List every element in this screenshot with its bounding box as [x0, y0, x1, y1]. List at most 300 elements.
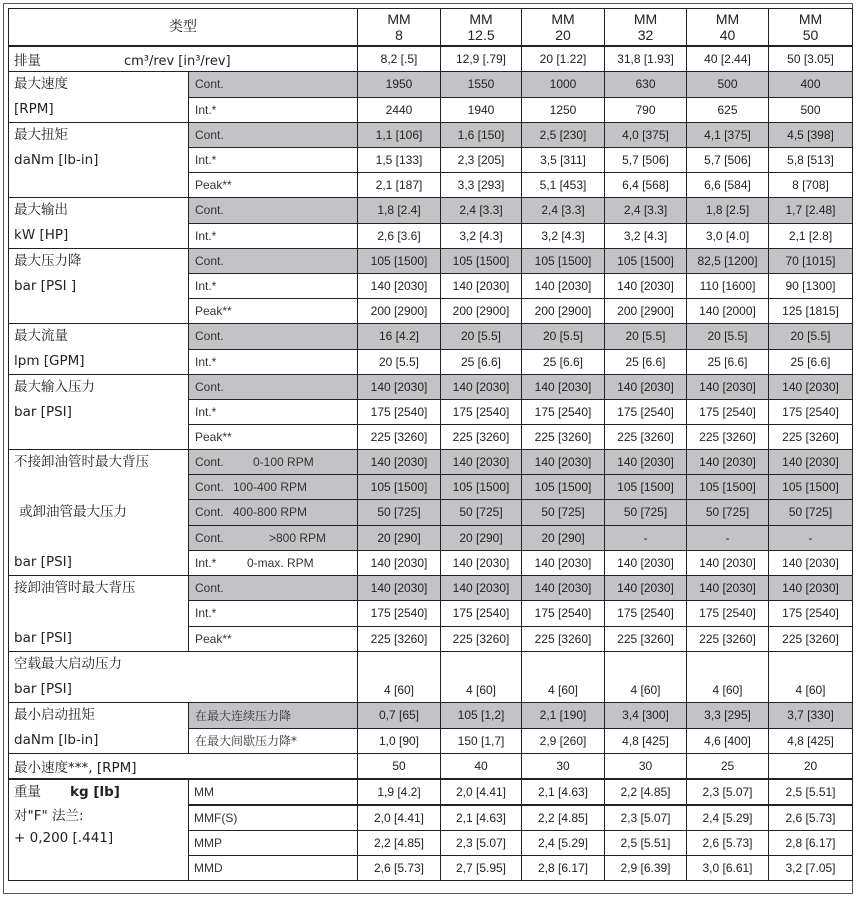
back-pressure-no-drain-row	[9, 450, 853, 475]
model-series: MM	[715, 11, 740, 27]
value-cell: 2,3 [5.07]	[605, 805, 687, 831]
displacement-name: 排量	[14, 53, 41, 69]
value-cell: 1,6 [150]	[441, 123, 522, 148]
value-cell: 500	[769, 97, 853, 123]
max-speed-row	[9, 72, 853, 98]
drain-max-pressure-label: 或卸油管最大压力	[19, 504, 127, 520]
value-cell: 2,5 [5.51]	[605, 831, 687, 856]
value-cell: 225 [3260]	[605, 626, 687, 651]
value-cell: 40	[441, 754, 522, 780]
value-cell: 2,6 [3.6]	[358, 223, 441, 249]
weight-param	[9, 779, 189, 881]
value-cell: 175 [2540]	[522, 601, 605, 626]
spec-table	[8, 8, 853, 881]
value-cell: 3,2 [7.05]	[769, 856, 853, 881]
value-cell: 4,5 [398]	[769, 123, 853, 148]
value-cell: 175 [2540]	[769, 601, 853, 626]
condition-label: Cont.	[189, 72, 358, 98]
value-cell: 1000	[522, 72, 605, 98]
value-cell: 16 [4.2]	[358, 324, 441, 350]
value-cell: 2,1 [2.8]	[769, 223, 853, 249]
value-cell: 2,0 [4.41]	[441, 779, 522, 805]
value-cell: 105 [1500]	[522, 475, 605, 500]
value-cell: 225 [3260]	[769, 626, 853, 651]
value-cell: 25 [6.6]	[605, 349, 687, 375]
value-cell: 200 [2900]	[522, 299, 605, 324]
value-cell: 140 [2030]	[605, 274, 687, 299]
value-cell: 500	[687, 72, 769, 98]
condition-label: Peak**	[189, 173, 358, 198]
back-pressure-no-drain-unit: bar [PSI]	[14, 554, 72, 570]
max-flow-unit: lpm [GPM]	[14, 353, 85, 369]
value-cell: 2,7 [5.95]	[441, 856, 522, 881]
value-cell: 4 [60]	[441, 652, 522, 703]
back-pressure-with-drain-label: 接卸油管时最大背压	[14, 580, 136, 596]
value-cell: 140 [2030]	[605, 450, 687, 475]
value-cell: 1550	[441, 72, 522, 98]
value-cell: 2,0 [4.41]	[358, 805, 441, 831]
value-cell: 1940	[441, 97, 522, 123]
value-cell: 105 [1500]	[358, 475, 441, 500]
condition-range: >800 RPM	[269, 530, 327, 545]
value-cell: 200 [2900]	[605, 299, 687, 324]
value-cell: 20 [5.5]	[441, 324, 522, 350]
value-cell: 20 [5.5]	[605, 324, 687, 350]
max-inlet-pressure-label: 最大输入压力	[14, 379, 95, 395]
value-cell: 2,8 [6.17]	[522, 856, 605, 881]
value-cell: 175 [2540]	[687, 601, 769, 626]
condition-label: Int.*	[189, 97, 358, 123]
max-pressure-drop-row	[9, 249, 853, 274]
value-cell: 20 [5.5]	[358, 349, 441, 375]
model-size: 12.5	[467, 27, 495, 43]
value-cell: 200 [2900]	[358, 299, 441, 324]
value-cell: 140 [2030]	[522, 450, 605, 475]
value-cell: 175 [2540]	[441, 400, 522, 425]
model-size: 8	[395, 27, 403, 43]
value-cell: 225 [3260]	[687, 626, 769, 651]
max-inlet-pressure-param	[9, 375, 189, 450]
value-cell: 2,6 [5.73]	[769, 805, 853, 831]
model-series: MM	[551, 11, 575, 27]
value-cell: 105 [1500]	[605, 475, 687, 500]
value-cell: 2440	[358, 97, 441, 123]
value-cell: 1,8 [2.5]	[687, 198, 769, 224]
value-cell: 4 [60]	[769, 652, 853, 703]
value-cell: 225 [3260]	[522, 425, 605, 450]
condition-label: 在最大连续压力降	[189, 703, 358, 729]
value-cell: 2,9 [260]	[522, 728, 605, 754]
value-cell: 2,4 [3.3]	[605, 198, 687, 224]
value-cell: 125 [1815]	[769, 299, 853, 324]
value-cell: 140 [2030]	[769, 576, 853, 601]
value-cell: 105 [1500]	[687, 475, 769, 500]
max-flow-label: 最大流量	[14, 328, 68, 344]
value-cell: 225 [3260]	[358, 425, 441, 450]
value-cell: 225 [3260]	[441, 425, 522, 450]
value-cell: 140 [2030]	[687, 375, 769, 400]
value-cell: 50 [725]	[687, 500, 769, 525]
value-cell: 4,8 [425]	[605, 728, 687, 754]
back-pressure-with-drain-row	[9, 576, 853, 601]
value-cell: 225 [3260]	[687, 425, 769, 450]
value-cell: 2,2 [4.85]	[358, 831, 441, 856]
value-cell: 31,8 [1.93]	[605, 46, 687, 72]
max-speed-unit: [RPM]	[14, 101, 54, 117]
model-size: 20	[555, 27, 571, 43]
condition-label: 在最大间歇压力降*	[189, 728, 358, 754]
value-cell: 140 [2030]	[358, 450, 441, 475]
value-cell: 50 [725]	[522, 500, 605, 525]
no-load-start-pressure-param	[9, 652, 358, 703]
min-start-torque-unit: daNm [lb-in]	[14, 732, 99, 748]
max-speed-param	[9, 72, 189, 123]
value-cell: 2,4 [3.3]	[441, 198, 522, 224]
variant-label: MMP	[189, 831, 358, 856]
value-cell: 2,1 [190]	[522, 703, 605, 729]
value-cell: 150 [1,7]	[441, 728, 522, 754]
no-load-start-pressure-row	[9, 652, 853, 703]
model-header	[605, 9, 687, 47]
value-cell: 20 [1.22]	[522, 46, 605, 72]
value-cell: 20 [5.5]	[769, 324, 853, 350]
model-header	[441, 9, 522, 47]
value-cell: 175 [2540]	[358, 601, 441, 626]
value-cell: 140 [2030]	[441, 450, 522, 475]
value-cell: -	[605, 525, 687, 550]
condition-label: Cont.	[189, 375, 358, 400]
model-series: MM	[469, 11, 493, 27]
value-cell: 175 [2540]	[522, 400, 605, 425]
displacement-unit: cm³/rev [in³/rev]	[124, 54, 231, 69]
value-cell: 30	[605, 754, 687, 780]
max-output-row	[9, 198, 853, 224]
max-inlet-pressure-unit: bar [PSI]	[14, 404, 72, 420]
weight-unit: kg [lb]	[70, 784, 120, 800]
value-cell: 105 [1500]	[769, 475, 853, 500]
value-cell: 2,8 [6.17]	[769, 831, 853, 856]
condition-label	[189, 550, 358, 575]
condition-label: Int.*	[189, 223, 358, 249]
value-cell: 175 [2540]	[769, 400, 853, 425]
value-cell: 140 [2030]	[358, 576, 441, 601]
value-cell: 105 [1,2]	[441, 703, 522, 729]
value-cell: 2,2 [4.85]	[605, 779, 687, 805]
condition-label: Int.*	[189, 349, 358, 375]
value-cell: 225 [3260]	[605, 425, 687, 450]
max-output-param	[9, 198, 189, 249]
value-cell: 105 [1500]	[605, 249, 687, 274]
max-torque-row	[9, 123, 853, 148]
value-cell: 20	[769, 754, 853, 780]
condition-range: 100-400 RPM	[233, 480, 308, 495]
value-cell: 82,5 [1200]	[687, 249, 769, 274]
value-cell: 20 [290]	[358, 525, 441, 550]
value-cell: 105 [1500]	[441, 249, 522, 274]
value-cell: 70 [1015]	[769, 249, 853, 274]
value-cell: 2,4 [5.29]	[687, 805, 769, 831]
value-cell: 5,7 [506]	[605, 148, 687, 173]
value-cell: 140 [2030]	[441, 375, 522, 400]
weight-label: 重量	[14, 784, 41, 800]
value-cell: 140 [2030]	[522, 550, 605, 575]
value-cell: 1,9 [4.2]	[358, 779, 441, 805]
value-cell: 3,2 [4.3]	[522, 223, 605, 249]
value-cell: 4 [60]	[522, 652, 605, 703]
value-cell: -	[687, 525, 769, 550]
value-cell: 12,9 [.79]	[441, 46, 522, 72]
value-cell: 140 [2030]	[687, 450, 769, 475]
value-cell: 400	[769, 72, 853, 98]
value-cell: 175 [2540]	[605, 601, 687, 626]
back-pressure-with-drain-spacer	[14, 601, 188, 626]
value-cell: 140 [2030]	[441, 274, 522, 299]
header-row	[9, 9, 853, 47]
condition-label: Cont.	[189, 324, 358, 350]
back-pressure-with-drain-param	[9, 576, 189, 652]
value-cell: 3,2 [4.3]	[605, 223, 687, 249]
value-cell: 1,7 [2.48]	[769, 198, 853, 224]
value-cell: 175 [2540]	[441, 601, 522, 626]
model-size: 40	[719, 27, 736, 43]
value-cell: 1,5 [133]	[358, 148, 441, 173]
variant-label: MMF(S)	[189, 805, 358, 831]
condition-label: Cont.	[189, 249, 358, 274]
condition-label: Int.*	[189, 400, 358, 425]
no-load-start-pressure-unit: bar [PSI]	[14, 681, 72, 697]
value-cell: 90 [1300]	[769, 274, 853, 299]
value-cell: 140 [2030]	[769, 450, 853, 475]
model-header	[358, 9, 441, 47]
value-cell: 0,7 [65]	[358, 703, 441, 729]
value-cell: 4 [60]	[687, 652, 769, 703]
condition-label: Int.*	[189, 601, 358, 626]
value-cell: 175 [2540]	[687, 400, 769, 425]
condition-range: 0-max. RPM	[247, 555, 314, 570]
condition-label: Int.*	[189, 148, 358, 173]
flange-note: 对"F" 法兰:	[14, 808, 84, 824]
value-cell: 4 [60]	[358, 652, 441, 703]
value-cell: 2,6 [5.73]	[687, 831, 769, 856]
variant-label: MM	[189, 779, 358, 805]
condition-label: Peak**	[189, 626, 358, 651]
max-pressure-drop-unit: bar [PSI ]	[14, 278, 77, 294]
value-cell: 3,3 [293]	[441, 173, 522, 198]
value-cell: 25 [6.6]	[687, 349, 769, 375]
condition-type: Cont.	[195, 505, 224, 520]
value-cell: 1,0 [90]	[358, 728, 441, 754]
value-cell: 140 [2030]	[687, 576, 769, 601]
displacement-row	[9, 46, 853, 72]
value-cell: 20 [290]	[522, 525, 605, 550]
value-cell: 140 [2030]	[605, 576, 687, 601]
value-cell: 20 [5.5]	[687, 324, 769, 350]
value-cell: 2,3 [205]	[441, 148, 522, 173]
condition-type: Int.*	[195, 555, 217, 570]
back-pressure-with-drain-unit: bar [PSI]	[14, 630, 72, 646]
flange-weight-add: + 0,200 [.441]	[14, 830, 114, 846]
model-series: MM	[798, 11, 823, 27]
value-cell: 50 [725]	[769, 500, 853, 525]
value-cell: 140 [2030]	[605, 375, 687, 400]
value-cell: 3,5 [311]	[522, 148, 605, 173]
condition-range: 400-800 RPM	[233, 505, 308, 520]
value-cell: 175 [2540]	[605, 400, 687, 425]
value-cell: 140 [2030]	[522, 375, 605, 400]
model-series: MM	[387, 11, 411, 27]
value-cell: 30	[522, 754, 605, 780]
model-header	[769, 9, 853, 47]
no-load-start-pressure-label: 空载最大启动压力	[14, 656, 122, 672]
condition-type: Cont.	[195, 455, 224, 470]
value-cell: 6,6 [584]	[687, 173, 769, 198]
value-cell: 4,6 [400]	[687, 728, 769, 754]
max-speed-label: 最大速度	[14, 76, 68, 92]
max-output-label: 最大输出	[14, 202, 68, 218]
condition-range: 0-100 RPM	[253, 455, 314, 470]
value-cell: 2,2 [4.85]	[522, 805, 605, 831]
value-cell: 8,2 [.5]	[358, 46, 441, 72]
value-cell: 2,5 [230]	[522, 123, 605, 148]
min-speed-row	[9, 754, 853, 780]
condition-type: Cont.	[195, 480, 224, 495]
value-cell: 1250	[522, 97, 605, 123]
max-flow-param	[9, 324, 189, 375]
max-torque-unit: daNm [lb-in]	[14, 152, 99, 168]
weight-row	[9, 779, 853, 805]
variant-label: MMD	[189, 856, 358, 881]
value-cell: 140 [2030]	[605, 550, 687, 575]
value-cell: 50	[358, 754, 441, 780]
value-cell: 140 [2030]	[769, 550, 853, 575]
value-cell: 225 [3260]	[522, 626, 605, 651]
min-start-torque-row	[9, 703, 853, 729]
condition-label	[189, 500, 358, 525]
value-cell: 2,4 [5.29]	[522, 831, 605, 856]
condition-label: Peak**	[189, 425, 358, 450]
value-cell: 3,2 [4.3]	[441, 223, 522, 249]
model-size: 32	[637, 27, 654, 43]
value-cell: 25 [6.6]	[769, 349, 853, 375]
value-cell: 625	[687, 97, 769, 123]
value-cell: 2,4 [3.3]	[522, 198, 605, 224]
model-series: MM	[633, 11, 658, 27]
value-cell: 140 [2030]	[769, 375, 853, 400]
value-cell: 5,7 [506]	[687, 148, 769, 173]
displacement-label	[9, 46, 358, 72]
value-cell: 6,4 [568]	[605, 173, 687, 198]
value-cell: 140 [2000]	[687, 299, 769, 324]
value-cell: 1,8 [2.4]	[358, 198, 441, 224]
value-cell: 4 [60]	[605, 652, 687, 703]
value-cell: 2,5 [5.51]	[769, 779, 853, 805]
condition-label: Int.*	[189, 274, 358, 299]
back-pressure-no-drain-param	[9, 450, 189, 576]
weight-label-line	[14, 780, 188, 805]
value-cell: 140 [2030]	[522, 576, 605, 601]
value-cell: 2,1 [4.63]	[522, 779, 605, 805]
value-cell: 225 [3260]	[441, 626, 522, 651]
value-cell: 140 [2030]	[358, 274, 441, 299]
min-speed-label: 最小速度***, [RPM]	[9, 754, 358, 780]
value-cell: 140 [2030]	[687, 550, 769, 575]
value-cell: 105 [1500]	[522, 249, 605, 274]
value-cell: 105 [1500]	[441, 475, 522, 500]
value-cell: 20 [290]	[441, 525, 522, 550]
value-cell: 225 [3260]	[769, 425, 853, 450]
value-cell: 5,8 [513]	[769, 148, 853, 173]
value-cell: 140 [2030]	[522, 274, 605, 299]
model-size: 50	[802, 27, 819, 43]
value-cell: 50 [725]	[605, 500, 687, 525]
value-cell: 2,9 [6.39]	[605, 856, 687, 881]
value-cell: 200 [2900]	[441, 299, 522, 324]
type-header: 类型	[9, 9, 358, 47]
value-cell: 25 [6.6]	[441, 349, 522, 375]
max-torque-param	[9, 123, 189, 198]
model-header	[687, 9, 769, 47]
value-cell: 105 [1500]	[358, 249, 441, 274]
condition-label: Cont.	[189, 576, 358, 601]
value-cell: 225 [3260]	[358, 626, 441, 651]
value-cell: 4,8 [425]	[769, 728, 853, 754]
value-cell: 140 [2030]	[358, 375, 441, 400]
value-cell: 630	[605, 72, 687, 98]
value-cell: 140 [2030]	[441, 576, 522, 601]
condition-label: Cont.	[189, 123, 358, 148]
value-cell: 25	[687, 754, 769, 780]
max-torque-label: 最大扭矩	[14, 127, 68, 143]
value-cell: 2,6 [5.73]	[358, 856, 441, 881]
value-cell: 20 [5.5]	[522, 324, 605, 350]
condition-type: Cont.	[195, 530, 224, 545]
value-cell: 40 [2.44]	[687, 46, 769, 72]
back-pressure-no-drain-spacer	[14, 525, 188, 550]
value-cell: 50 [3.05]	[769, 46, 853, 72]
value-cell: 140 [2030]	[358, 550, 441, 575]
value-cell: -	[769, 525, 853, 550]
value-cell: 3,7 [330]	[769, 703, 853, 729]
condition-label	[189, 525, 358, 550]
condition-label: Cont.	[189, 198, 358, 224]
value-cell: 50 [725]	[441, 500, 522, 525]
back-pressure-no-drain-spacer	[14, 475, 188, 500]
max-pressure-drop-param	[9, 249, 189, 324]
value-cell: 5,1 [453]	[522, 173, 605, 198]
condition-label	[189, 450, 358, 475]
value-cell: 2,1 [187]	[358, 173, 441, 198]
value-cell: 3,0 [6.61]	[687, 856, 769, 881]
back-pressure-no-drain-label: 不接卸油管时最大背压	[14, 454, 149, 470]
value-cell: 4,1 [375]	[687, 123, 769, 148]
max-inlet-pressure-row	[9, 375, 853, 400]
value-cell: 4,0 [375]	[605, 123, 687, 148]
value-cell: 50 [725]	[358, 500, 441, 525]
model-header	[522, 9, 605, 47]
value-cell: 175 [2540]	[358, 400, 441, 425]
value-cell: 2,1 [4.63]	[441, 805, 522, 831]
value-cell: 2,3 [5.07]	[687, 779, 769, 805]
value-cell: 3,0 [4.0]	[687, 223, 769, 249]
value-cell: 8 [708]	[769, 173, 853, 198]
max-flow-row	[9, 324, 853, 350]
value-cell: 1950	[358, 72, 441, 98]
value-cell: 25 [6.6]	[522, 349, 605, 375]
value-cell: 110 [1600]	[687, 274, 769, 299]
max-pressure-drop-label: 最大压力降	[14, 253, 82, 269]
value-cell: 1,1 [106]	[358, 123, 441, 148]
value-cell: 3,3 [295]	[687, 703, 769, 729]
